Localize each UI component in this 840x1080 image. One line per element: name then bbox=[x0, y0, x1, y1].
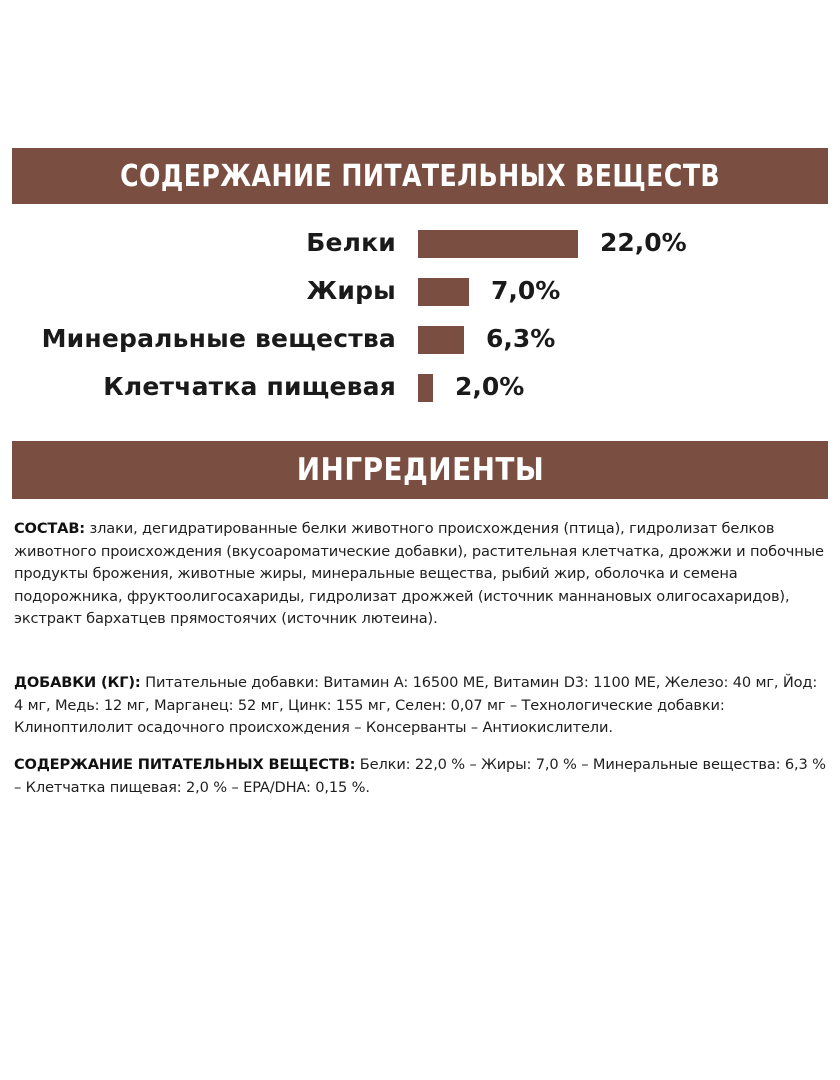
nutrient-label-fiber: Клетчатка пищевая bbox=[103, 372, 396, 401]
composition-paragraph bbox=[14, 518, 826, 631]
additives-paragraph bbox=[14, 672, 826, 740]
nutrient-bar-protein bbox=[418, 230, 578, 258]
additives-text: Питательные добавки: Витамин A: 16500 МЕ, Витамин D3: 1100 МЕ, Железо: 40 мг, Йод: 4 мг, Медь: 12 мг, Марганец: 52 мг, Цинк: 155 мг, Селен: 0,07 мг – Технологические добавки: Клиноптилолит осадочного происхождения – Консерванты – Антиокислители. bbox=[14, 674, 818, 737]
nutrient-value-minerals: 6,3% bbox=[486, 324, 556, 353]
nutrient-row-fat bbox=[0, 272, 840, 312]
nutrient-value-protein: 22,0% bbox=[600, 228, 687, 257]
nutrient-summary-label: СОДЕРЖАНИЕ ПИТАТЕЛЬНЫХ ВЕЩЕСТВ: bbox=[14, 756, 356, 773]
nutrient-value-fiber: 2,0% bbox=[455, 372, 525, 401]
additives-label: ДОБАВКИ (КГ): bbox=[14, 674, 141, 691]
composition-text: злаки, дегидратированные белки животного происхождения (птица), гидролизат белков животного происхождения (вкусоароматические добавки), растительная клетчатка, дрожжи и побочные продукты брожения, животные жиры, минеральные вещества, рыбий жир, оболочка и семена подорожника, фруктоолигосахариды, гидролизат дрожжей (источник маннановых олигосахаридов), экстракт бархатцев прямостоячих (источник лютеина). bbox=[14, 520, 824, 628]
nutrient-label-minerals: Минеральные вещества bbox=[41, 324, 396, 353]
ingredients-heading-banner bbox=[12, 441, 828, 499]
composition-label: СОСТАВ: bbox=[14, 520, 85, 537]
nutrients-heading-banner bbox=[12, 148, 828, 204]
nutrient-summary-paragraph bbox=[14, 754, 826, 799]
nutrient-label-protein: Белки bbox=[306, 228, 396, 257]
nutrients-heading: СОДЕРЖАНИЕ ПИТАТЕЛЬНЫХ ВЕЩЕСТВ bbox=[120, 158, 720, 194]
nutrient-bar-fat bbox=[418, 278, 469, 306]
nutrient-row-fiber bbox=[0, 368, 840, 408]
nutrient-bar-minerals bbox=[418, 326, 464, 354]
ingredients-heading: ИНГРЕДИЕНТЫ bbox=[296, 452, 544, 488]
nutrient-bar-fiber bbox=[418, 374, 433, 402]
nutrient-label-fat: Жиры bbox=[306, 276, 396, 305]
nutrient-row-minerals bbox=[0, 320, 840, 360]
nutrient-value-fat: 7,0% bbox=[491, 276, 561, 305]
nutrient-summary-text: Белки: 22,0 % – Жиры: 7,0 % – Минеральные вещества: 6,3 % – Клетчатка пищевая: 2,0 % – EPA/DHA: 0,15 %. bbox=[14, 756, 826, 796]
nutrient-row-protein bbox=[0, 224, 840, 264]
